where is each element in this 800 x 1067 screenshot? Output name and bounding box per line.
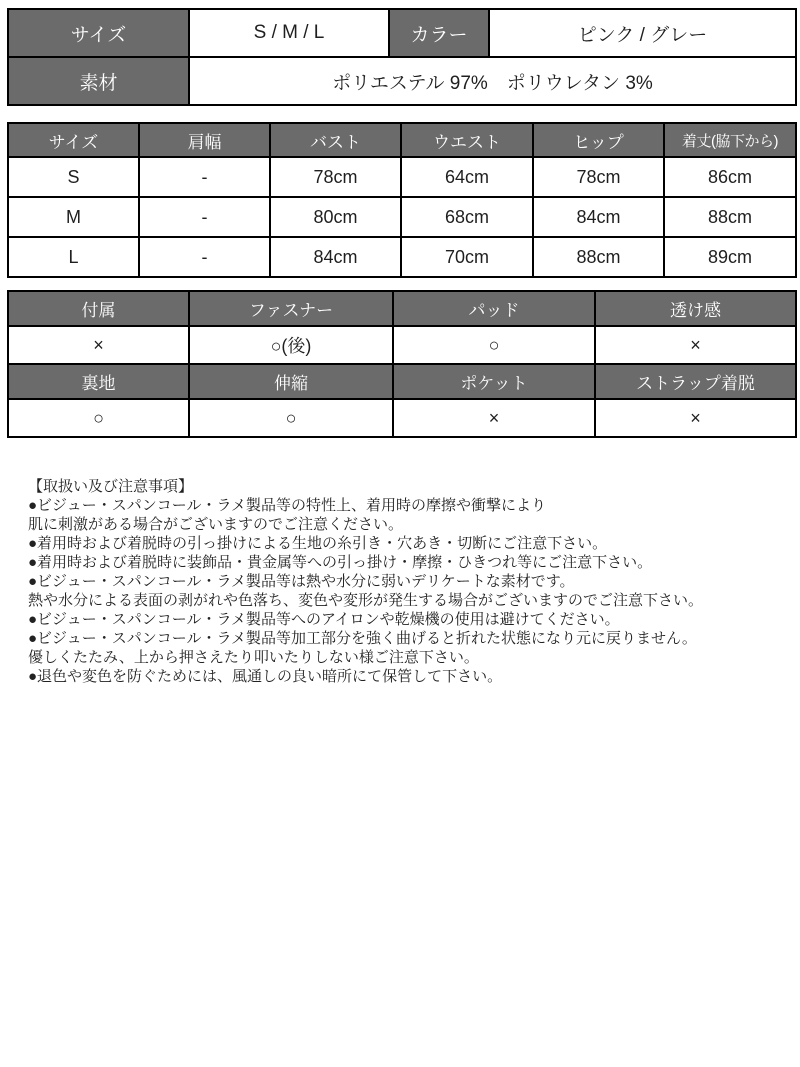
care-note-line: ●退色や変色を防ぐためには、風通しの良い暗所にて保管して下さい。 [28,668,503,685]
cell-shoulder-width: - [139,157,270,197]
cell-size: L [8,237,139,277]
cell-bust: 80cm [270,197,401,237]
cell-hip: 78cm [533,157,664,197]
care-notes-section [28,477,783,686]
care-note-line: 優しくたたみ、上から押さえたり叩いたりしない様ご注意下さい。 [28,649,479,666]
header-length: 着丈(脇下から) [664,123,796,157]
color-value-cell: ピンク / グレー [489,9,796,57]
measurements-table [7,122,797,278]
value-stretch: ○ [189,399,393,437]
size-value-cell: S / M / L [189,9,389,57]
cell-waist: 68cm [401,197,533,237]
cell-size: S [8,157,139,197]
measurements-row-m [8,197,796,237]
cell-length: 86cm [664,157,796,197]
cell-hip: 88cm [533,237,664,277]
measurements-row-s [8,157,796,197]
measurements-row-l [8,237,796,277]
cell-shoulder-width: - [139,197,270,237]
care-note-line: 肌に刺激がある場合がございますのでご注意ください。 [28,516,404,533]
features-value-row-1 [8,326,796,364]
cell-bust: 78cm [270,157,401,197]
material-value-cell: ポリエステル 97% ポリウレタン 3% [189,57,796,105]
header-shoulder-width: 肩幅 [139,123,270,157]
value-accessories: × [8,326,189,364]
value-pad: ○ [393,326,595,364]
care-note-line: ●ビジュー・スパンコール・ラメ製品等へのアイロンや乾燥機の使用は避けてください。 [28,611,620,628]
cell-hip: 84cm [533,197,664,237]
value-sheerness: × [595,326,796,364]
size-label-cell: サイズ [8,9,189,57]
header-fastener: ファスナー [189,291,393,326]
header-bust: バスト [270,123,401,157]
cell-waist: 64cm [401,157,533,197]
cell-size: M [8,197,139,237]
measurements-header-row [8,123,796,157]
header-accessories: 付属 [8,291,189,326]
value-strap-detachable: × [595,399,796,437]
care-notes-title: 【取扱い及び注意事項】 [28,478,194,495]
header-waist: ウエスト [401,123,533,157]
features-header-row-1 [8,291,796,326]
care-note-line: ●ビジュー・スパンコール・ラメ製品等は熱や水分に弱いデリケートな素材です。 [28,573,575,590]
header-strap-detachable: ストラップ着脱 [595,364,796,399]
header-hip: ヒップ [533,123,664,157]
care-note-line: ●ビジュー・スパンコール・ラメ製品等加工部分を強く曲げると折れた状態になり元に戻りません。 [28,630,697,647]
value-fastener: ○(後) [189,326,393,364]
care-note-line: 熱や水分による表面の剥がれや色落ち、変色や変形が発生する場合がございますのでご注意下さい。 [28,592,704,609]
header-pocket: ポケット [393,364,595,399]
care-note-line: ●着用時および着脱時に装飾品・貴金属等への引っ掛け・摩擦・ひきつれ等にご注意下さい。 [28,554,653,571]
material-label-cell: 素材 [8,57,189,105]
info-row-size-color [8,9,796,57]
header-sheerness: 透け感 [595,291,796,326]
cell-waist: 70cm [401,237,533,277]
cell-bust: 84cm [270,237,401,277]
header-size: サイズ [8,123,139,157]
header-pad: パッド [393,291,595,326]
features-header-row-2 [8,364,796,399]
value-lining: ○ [8,399,189,437]
header-stretch: 伸縮 [189,364,393,399]
size-color-material-table [7,8,797,106]
care-note-line: ●ビジュー・スパンコール・ラメ製品等の特性上、着用時の摩擦や衝撃により [28,497,547,514]
info-row-material [8,57,796,105]
features-table [7,290,797,438]
color-label-cell: カラー [389,9,489,57]
features-value-row-2 [8,399,796,437]
cell-shoulder-width: - [139,237,270,277]
care-note-line: ●着用時および着脱時の引っ掛けによる生地の糸引き・穴あき・切断にご注意下さい。 [28,535,608,552]
cell-length: 88cm [664,197,796,237]
value-pocket: × [393,399,595,437]
cell-length: 89cm [664,237,796,277]
header-lining: 裏地 [8,364,189,399]
